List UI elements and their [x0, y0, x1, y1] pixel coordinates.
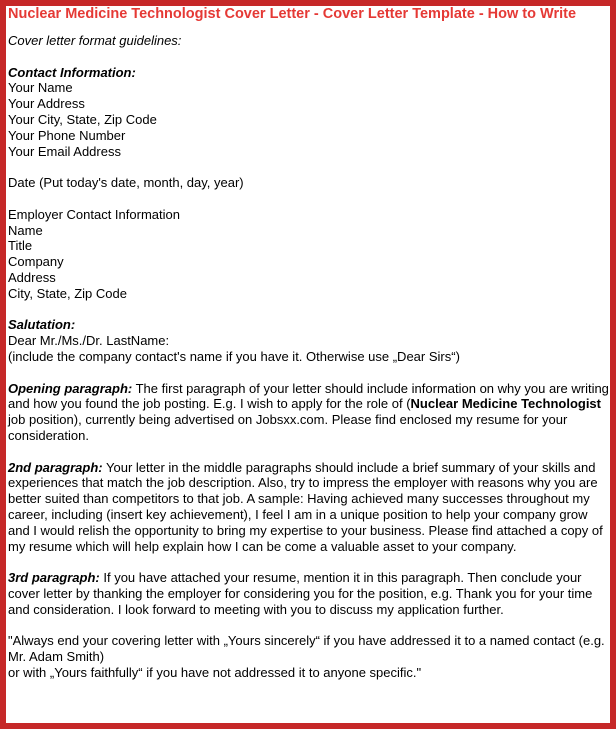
spacer — [8, 365, 610, 381]
third-paragraph — [8, 570, 610, 617]
spacer — [8, 191, 610, 207]
spacer — [8, 617, 610, 633]
second-paragraph — [8, 460, 610, 555]
contact-line: Your Phone Number — [8, 127, 126, 143]
spacer — [8, 49, 610, 65]
spacer — [8, 159, 610, 175]
salutation-line: Dear Mr./Ms./Dr. LastName: — [8, 333, 170, 349]
closing-line-1: "Always end your covering letter with „Yours sincerely“ if you have addressed it to a named contact (e.g. Mr. Adam Smith) — [8, 633, 605, 665]
contact-line: Your Email Address — [8, 143, 121, 159]
contact-heading: Contact Information: — [8, 64, 136, 80]
employer-line: Address — [8, 269, 56, 285]
employer-section — [8, 207, 610, 302]
spacer — [8, 302, 610, 318]
intro-text: Cover letter format guidelines: — [8, 33, 182, 48]
contact-section — [8, 65, 610, 160]
spacer — [8, 444, 610, 460]
page-title: Nuclear Medicine Technologist Cover Letter - Cover Letter Template - How to Write — [8, 6, 577, 22]
opening-text-b: job position), currently being advertised on Jobsxx.com. Please find enclosed my resume for your consideration. — [8, 412, 568, 443]
employer-line: Title — [8, 238, 33, 254]
document-body — [8, 6, 610, 681]
contact-line: Your Address — [8, 96, 85, 112]
salutation-heading: Salutation: — [8, 317, 76, 333]
opening-text-a: The first paragraph of your letter should include information on why you are writing and how you found the job posting. E.g. I wish to apply for the role of ( — [8, 380, 609, 412]
employer-line: Name — [8, 222, 43, 238]
opening-role: Nuclear Medicine Technologist — [410, 396, 601, 412]
employer-line: Company — [8, 254, 64, 270]
salutation-section — [8, 317, 610, 364]
employer-line: Employer Contact Information — [8, 206, 180, 222]
opening-paragraph — [8, 381, 610, 444]
third-text: If you have attached your resume, mention it in this paragraph. Then conclude your cover letter by thanking the employer for considering you for the position, e.g. Thank you for your time and consideration. I look forward to meeting with you to discuss my application further. — [8, 570, 593, 617]
spacer — [8, 554, 610, 570]
date-line: Date (Put today's date, month, day, year) — [8, 175, 244, 191]
employer-line: City, State, Zip Code — [8, 285, 127, 301]
opening-heading: Opening paragraph: — [8, 380, 133, 396]
closing-line-2: or with „Yours faithfully“ if you have not addressed it to anyone specific." — [8, 664, 422, 680]
contact-line: Your City, State, Zip Code — [8, 111, 157, 127]
second-text: Your letter in the middle paragraphs should include a brief summary of your skills and experiences that match the job description. Also, try to impress the employer with reasons why you are better suited than competitors to that job. A sample: Having achieved many successes throughout my career, including (insert key achievement), I feel I am in a unique position to help your company grow and I would relish the opportunity to bring my expertise to your business. Please find attached a copy of my resume which will help explain how I can be come a valuable asset to your company. — [8, 459, 603, 554]
contact-line: Your Name — [8, 80, 73, 96]
third-heading: 3rd paragraph: — [8, 570, 100, 586]
salutation-note: (include the company contact's name if you have it. Otherwise use „Dear Sirs“) — [8, 348, 460, 364]
second-heading: 2nd paragraph: — [8, 459, 103, 475]
